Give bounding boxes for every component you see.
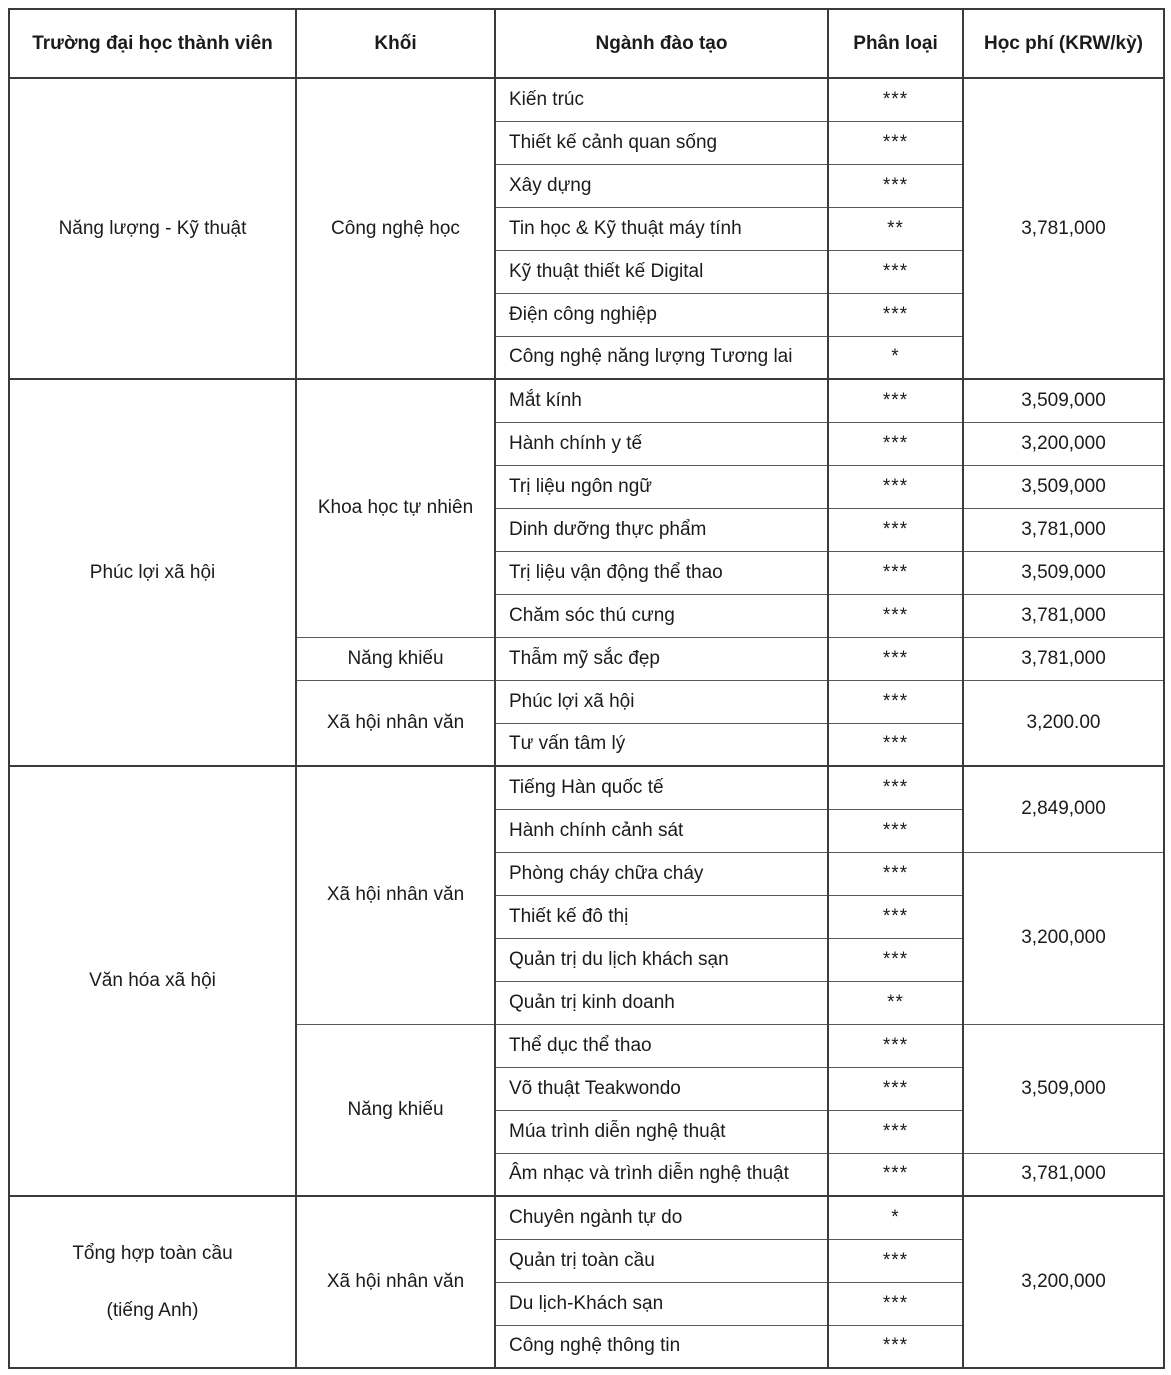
table-row xyxy=(9,379,1164,422)
cell-major: Điện công nghiệp xyxy=(495,293,828,336)
column-header-block: Khối xyxy=(296,9,495,78)
cell-major: Chăm sóc thú cưng xyxy=(495,594,828,637)
cell-classification: *** xyxy=(828,121,963,164)
cell-fee: 3,781,000 xyxy=(963,637,1164,680)
cell-major: Du lịch-Khách sạn xyxy=(495,1282,828,1325)
cell-line: (tiếng Anh) xyxy=(106,1299,199,1321)
cell-classification: *** xyxy=(828,895,963,938)
cell-line: Tổng hợp toàn cầu xyxy=(72,1242,233,1264)
cell-classification: * xyxy=(828,336,963,379)
cell-classification: *** xyxy=(828,1110,963,1153)
cell-fee: 3,200,000 xyxy=(963,422,1164,465)
cell-classification: *** xyxy=(828,766,963,809)
cell-classification: ** xyxy=(828,207,963,250)
cell-major: Thiết kế đô thị xyxy=(495,895,828,938)
cell-major: Quản trị toàn cầu xyxy=(495,1239,828,1282)
cell-classification: *** xyxy=(828,508,963,551)
column-header-tuition: Học phí (KRW/kỳ) xyxy=(963,9,1164,78)
tuition-table xyxy=(8,8,1165,1369)
cell-fee: 3,200.00 xyxy=(963,680,1164,766)
cell-classification: *** xyxy=(828,680,963,723)
cell-classification: *** xyxy=(828,723,963,766)
cell-university xyxy=(9,1196,296,1368)
cell-block: Năng khiếu xyxy=(296,1024,495,1196)
cell-fee: 2,849,000 xyxy=(963,766,1164,852)
cell-fee: 3,200,000 xyxy=(963,1196,1164,1368)
cell-classification: *** xyxy=(828,938,963,981)
cell-classification: *** xyxy=(828,1024,963,1067)
cell-major: Dinh dưỡng thực phẩm xyxy=(495,508,828,551)
table-row xyxy=(9,1196,1164,1239)
cell-major: Phúc lợi xã hội xyxy=(495,680,828,723)
cell-classification: *** xyxy=(828,852,963,895)
cell-major: Kiến trúc xyxy=(495,78,828,121)
cell-block: Xã hội nhân văn xyxy=(296,680,495,766)
cell-classification: *** xyxy=(828,551,963,594)
header-row xyxy=(9,9,1164,78)
cell-major: Kỹ thuật thiết kế Digital xyxy=(495,250,828,293)
cell-classification: *** xyxy=(828,379,963,422)
cell-university: Văn hóa xã hội xyxy=(9,766,296,1196)
cell-major: Phòng cháy chữa cháy xyxy=(495,852,828,895)
cell-major: Công nghệ năng lượng Tương lai xyxy=(495,336,828,379)
cell-major: Quản trị kinh doanh xyxy=(495,981,828,1024)
cell-major: Xây dựng xyxy=(495,164,828,207)
column-header-university: Trường đại học thành viên xyxy=(9,9,296,78)
cell-classification: *** xyxy=(828,1239,963,1282)
cell-classification: *** xyxy=(828,293,963,336)
cell-block: Năng khiếu xyxy=(296,637,495,680)
column-header-major: Ngành đào tạo xyxy=(495,9,828,78)
cell-fee: 3,509,000 xyxy=(963,551,1164,594)
cell-major: Tiếng Hàn quốc tế xyxy=(495,766,828,809)
cell-major: Thẫm mỹ sắc đẹp xyxy=(495,637,828,680)
cell-classification: *** xyxy=(828,1325,963,1368)
cell-major: Múa trình diễn nghệ thuật xyxy=(495,1110,828,1153)
cell-classification: *** xyxy=(828,1153,963,1196)
cell-major: Tư vấn tâm lý xyxy=(495,723,828,766)
table-row xyxy=(9,766,1164,809)
cell-fee: 3,781,000 xyxy=(963,78,1164,379)
cell-classification: *** xyxy=(828,1067,963,1110)
cell-fee: 3,509,000 xyxy=(963,465,1164,508)
cell-major: Quản trị du lịch khách sạn xyxy=(495,938,828,981)
cell-classification: *** xyxy=(828,637,963,680)
cell-fee: 3,781,000 xyxy=(963,508,1164,551)
cell-major: Mắt kính xyxy=(495,379,828,422)
cell-major: Thể dục thể thao xyxy=(495,1024,828,1067)
cell-classification: *** xyxy=(828,78,963,121)
cell-classification: * xyxy=(828,1196,963,1239)
cell-major: Trị liệu vận động thể thao xyxy=(495,551,828,594)
cell-classification: ** xyxy=(828,981,963,1024)
cell-major: Hành chính cảnh sát xyxy=(495,809,828,852)
cell-fee: 3,509,000 xyxy=(963,1024,1164,1153)
cell-major: Âm nhạc và trình diễn nghệ thuật xyxy=(495,1153,828,1196)
cell-classification: *** xyxy=(828,465,963,508)
table-row xyxy=(9,78,1164,121)
column-header-classification: Phân loại xyxy=(828,9,963,78)
cell-classification: *** xyxy=(828,250,963,293)
cell-major: Tin học & Kỹ thuật máy tính xyxy=(495,207,828,250)
cell-major: Hành chính y tế xyxy=(495,422,828,465)
cell-fee: 3,200,000 xyxy=(963,852,1164,1024)
cell-major: Võ thuật Teakwondo xyxy=(495,1067,828,1110)
cell-fee: 3,781,000 xyxy=(963,1153,1164,1196)
cell-university: Năng lượng - Kỹ thuật xyxy=(9,78,296,379)
cell-major: Trị liệu ngôn ngữ xyxy=(495,465,828,508)
cell-classification: *** xyxy=(828,594,963,637)
cell-classification: *** xyxy=(828,422,963,465)
cell-major: Chuyên ngành tự do xyxy=(495,1196,828,1239)
cell-major: Thiết kế cảnh quan sống xyxy=(495,121,828,164)
cell-fee: 3,509,000 xyxy=(963,379,1164,422)
cell-university: Phúc lợi xã hội xyxy=(9,379,296,766)
cell-classification: *** xyxy=(828,164,963,207)
cell-block: Xã hội nhân văn xyxy=(296,766,495,1024)
cell-block: Công nghệ học xyxy=(296,78,495,379)
cell-classification: *** xyxy=(828,1282,963,1325)
cell-classification: *** xyxy=(828,809,963,852)
cell-block: Khoa học tự nhiên xyxy=(296,379,495,637)
cell-major: Công nghệ thông tin xyxy=(495,1325,828,1368)
cell-fee: 3,781,000 xyxy=(963,594,1164,637)
cell-block: Xã hội nhân văn xyxy=(296,1196,495,1368)
